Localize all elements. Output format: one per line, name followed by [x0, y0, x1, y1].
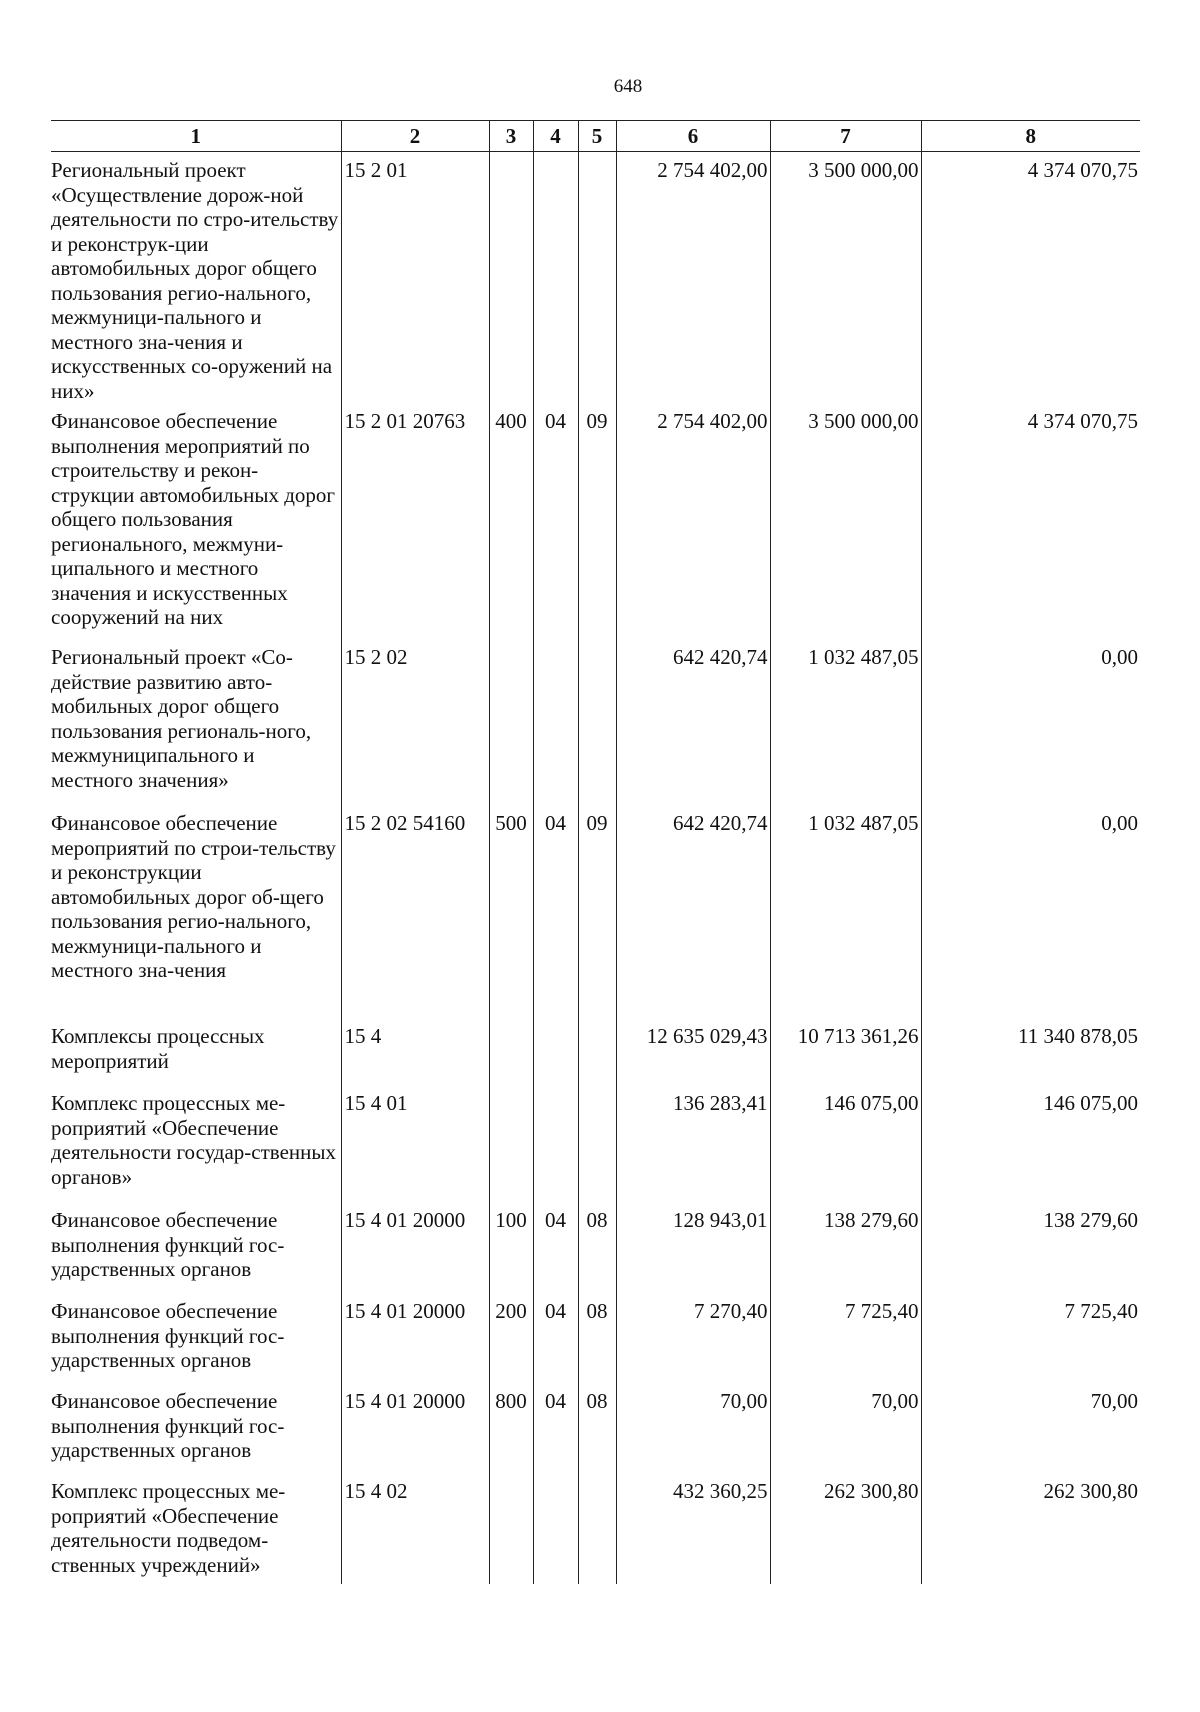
row-col5: 08 [578, 1202, 616, 1293]
row-col3: 200 [489, 1293, 533, 1383]
table-row [51, 805, 1140, 1018]
row-code: 15 2 02 54160 [341, 805, 489, 1018]
row-value-8: 146 075,00 [921, 1085, 1140, 1202]
row-value-6: 432 360,25 [616, 1473, 770, 1584]
table-row [51, 639, 1140, 805]
row-col3: 500 [489, 805, 533, 1018]
row-code: 15 2 01 [341, 152, 489, 404]
header-col-7: 7 [770, 121, 921, 152]
table-row [51, 1383, 1140, 1473]
row-value-7: 70,00 [770, 1383, 921, 1473]
header-col-5: 5 [578, 121, 616, 152]
row-col5 [578, 152, 616, 404]
table-row [51, 1293, 1140, 1383]
header-col-4: 4 [533, 121, 578, 152]
table-row [51, 1085, 1140, 1202]
row-value-7: 138 279,60 [770, 1202, 921, 1293]
row-value-6: 642 420,74 [616, 639, 770, 805]
row-col5 [578, 1473, 616, 1584]
row-col4 [533, 1085, 578, 1202]
row-name: Финансовое обеспечение выполнения функций гос-ударственных органов [51, 1208, 285, 1281]
row-col5: 08 [578, 1383, 616, 1473]
row-code: 15 4 01 20000 [341, 1293, 489, 1383]
row-col5 [578, 639, 616, 805]
row-col4 [533, 639, 578, 805]
row-code: 15 2 02 [341, 639, 489, 805]
row-col3: 800 [489, 1383, 533, 1473]
header-row [51, 121, 1140, 152]
table-row [51, 1018, 1140, 1085]
row-value-8: 138 279,60 [921, 1202, 1140, 1293]
row-col5 [578, 1085, 616, 1202]
row-code: 15 2 01 20763 [341, 403, 489, 639]
row-value-7: 146 075,00 [770, 1085, 921, 1202]
row-value-6: 136 283,41 [616, 1085, 770, 1202]
header-col-8: 8 [921, 121, 1140, 152]
row-value-6: 7 270,40 [616, 1293, 770, 1383]
row-name: Финансовое обеспечение выполнения функций гос-ударственных органов [51, 1389, 285, 1462]
row-col4: 04 [533, 1383, 578, 1473]
row-col3: 400 [489, 403, 533, 639]
row-col5: 09 [578, 403, 616, 639]
row-col3 [489, 152, 533, 404]
row-col5: 08 [578, 1293, 616, 1383]
row-col4 [533, 152, 578, 404]
row-name: Региональный проект «Со-действие развитию авто-мобильных дорог общего пользования региональ-ного, межмуниципального и местного значения» [51, 645, 312, 792]
row-value-8: 4 374 070,75 [921, 403, 1140, 639]
row-name: Комплекс процессных ме-роприятий «Обеспечение деятельности подведом-ственных учреждений» [51, 1479, 286, 1577]
row-value-7: 1 032 487,05 [770, 805, 921, 1018]
row-name: Комплекс процессных ме-роприятий «Обеспечение деятельности государ-ственных органов» [51, 1091, 336, 1189]
row-col4 [533, 1018, 578, 1085]
table-row [51, 1473, 1140, 1584]
row-value-8: 4 374 070,75 [921, 152, 1140, 404]
row-value-8: 0,00 [921, 805, 1140, 1018]
row-value-6: 642 420,74 [616, 805, 770, 1018]
row-value-8: 0,00 [921, 639, 1140, 805]
row-value-8: 262 300,80 [921, 1473, 1140, 1584]
header-col-2: 2 [341, 121, 489, 152]
row-value-8: 7 725,40 [921, 1293, 1140, 1383]
row-col4: 04 [533, 805, 578, 1018]
row-col4: 04 [533, 1293, 578, 1383]
row-value-7: 1 032 487,05 [770, 639, 921, 805]
row-code: 15 4 01 20000 [341, 1383, 489, 1473]
row-value-7: 10 713 361,26 [770, 1018, 921, 1085]
row-col3 [489, 639, 533, 805]
budget-table [51, 120, 1140, 1584]
row-value-7: 3 500 000,00 [770, 403, 921, 639]
row-code: 15 4 01 20000 [341, 1202, 489, 1293]
table-row [51, 1202, 1140, 1293]
row-name: Финансовое обеспечение мероприятий по строи-тельству и реконструкции автомобильных дорог об-щего пользования регио-нального, межмуници-пального и местного зна-чения [51, 811, 336, 982]
row-col4: 04 [533, 403, 578, 639]
row-col5 [578, 1018, 616, 1085]
row-col3: 100 [489, 1202, 533, 1293]
header-col-6: 6 [616, 121, 770, 152]
row-value-6: 2 754 402,00 [616, 152, 770, 404]
row-code: 15 4 02 [341, 1473, 489, 1584]
header-col-3: 3 [489, 121, 533, 152]
row-name: Комплексы процессных мероприятий [51, 1024, 265, 1073]
row-value-8: 11 340 878,05 [921, 1018, 1140, 1085]
row-name: Финансовое обеспечение выполнения функций гос-ударственных органов [51, 1299, 285, 1372]
row-col3 [489, 1473, 533, 1584]
table-row [51, 403, 1140, 639]
row-value-6: 128 943,01 [616, 1202, 770, 1293]
table-row [51, 152, 1140, 404]
row-value-6: 70,00 [616, 1383, 770, 1473]
row-code: 15 4 [341, 1018, 489, 1085]
row-code: 15 4 01 [341, 1085, 489, 1202]
header-col-1: 1 [51, 121, 341, 152]
row-value-7: 7 725,40 [770, 1293, 921, 1383]
row-name: Финансовое обеспечение выполнения мероприятий по строительству и рекон-струкции автомобильных дорог общего пользования регионального, межмуни-ципального и местного значения и искусственных сооружений на них [51, 409, 336, 629]
page-number: 648 [613, 76, 643, 97]
row-value-7: 262 300,80 [770, 1473, 921, 1584]
row-col4: 04 [533, 1202, 578, 1293]
row-value-6: 12 635 029,43 [616, 1018, 770, 1085]
row-col5: 09 [578, 805, 616, 1018]
row-col4 [533, 1473, 578, 1584]
row-value-7: 3 500 000,00 [770, 152, 921, 404]
row-value-8: 70,00 [921, 1383, 1140, 1473]
row-value-6: 2 754 402,00 [616, 403, 770, 639]
row-col3 [489, 1085, 533, 1202]
row-name: Региональный проект «Осуществление дорож-ной деятельности по стро-ительству и реконструк-ции автомобильных дорог общего пользования регио-нального, межмуници-пального и местного зна-чения и искусственных со-оружений на них» [51, 158, 339, 403]
row-col3 [489, 1018, 533, 1085]
